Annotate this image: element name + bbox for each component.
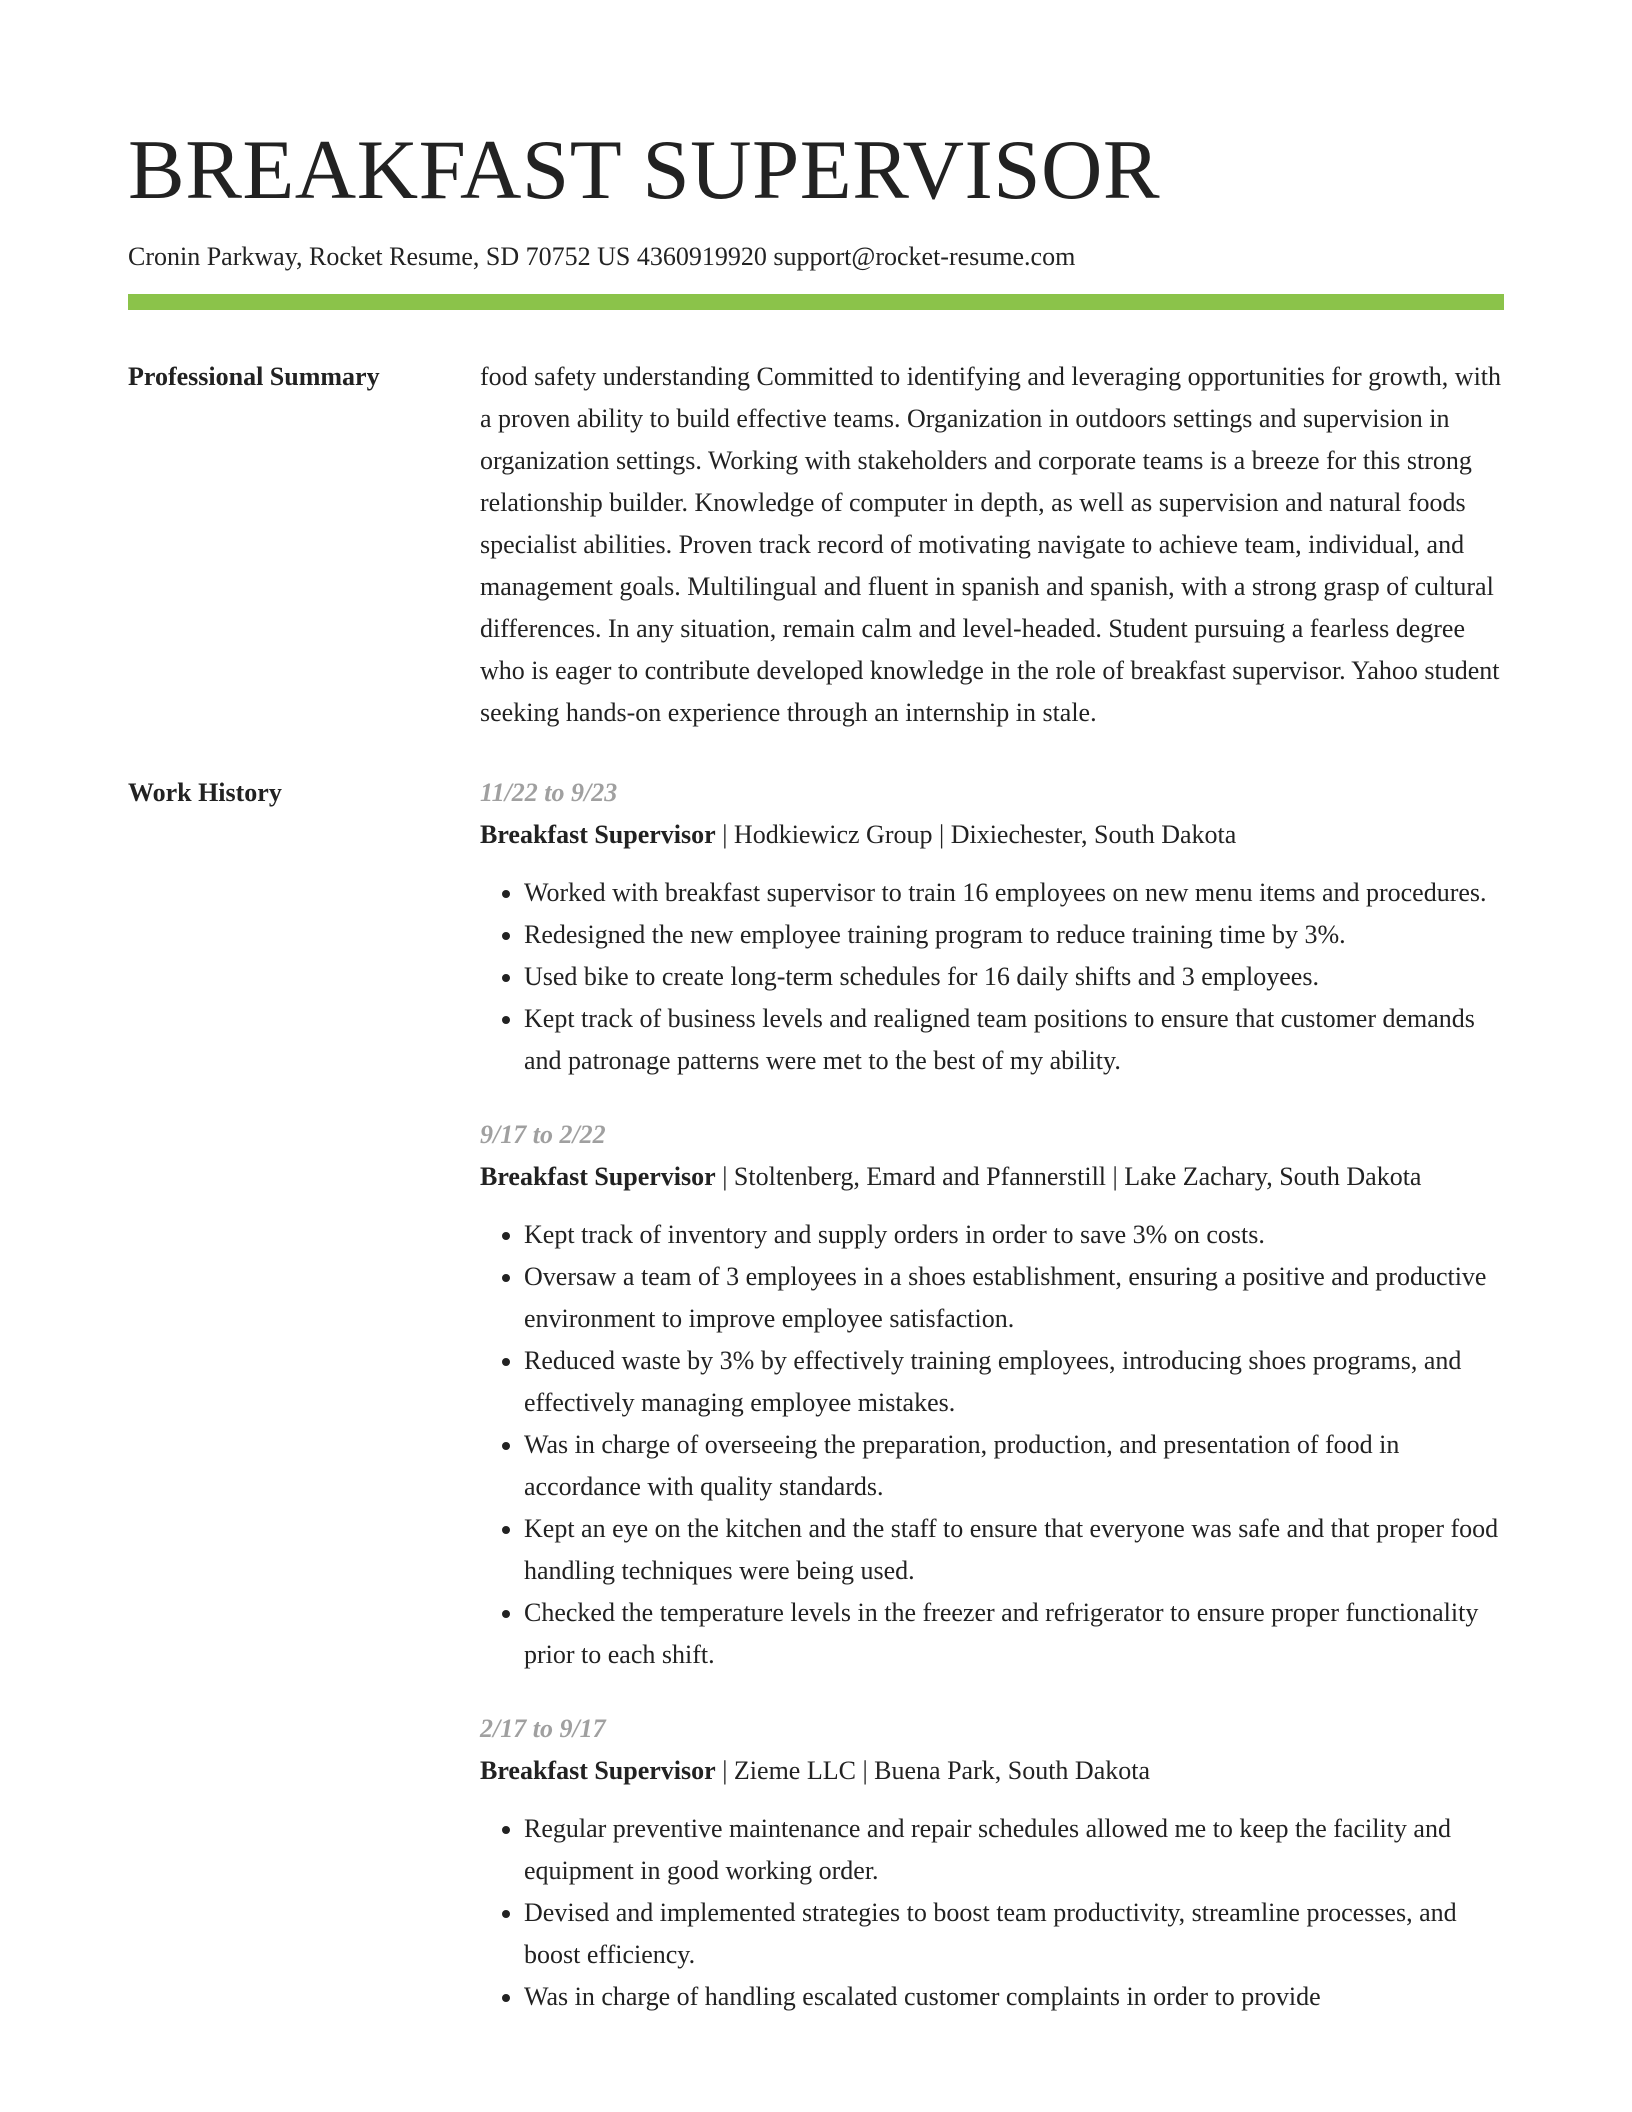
job-bullet: • Was in charge of overseeing the preparation, production, and presentation of food in accordance with quality standards.: [524, 1424, 1504, 1508]
job-separator: |: [715, 1162, 734, 1191]
job-bullet: • Was in charge of handling escalated customer complaints in order to provide: [524, 1976, 1504, 2018]
job-bullet: • Oversaw a team of 3 employees in a shoes establishment, ensuring a positive and productive environment to improve employee satisfaction.: [524, 1256, 1504, 1340]
job-dates: 11/22 to 9/23: [480, 778, 618, 807]
job-company: Hodkiewicz Group: [733, 820, 933, 849]
job-company: Zieme LLC: [733, 1756, 856, 1785]
job-entry: [480, 772, 1504, 1082]
work-history-section: [128, 772, 1504, 2050]
job-bullet-list: [480, 1214, 1504, 1676]
job-bullet: • Checked the temperature levels in the freezer and refrigerator to ensure proper functionality prior to each shift.: [524, 1592, 1504, 1676]
job-bullet: • Kept track of business levels and realigned team positions to ensure that customer demands and patronage patterns were met to the best of my ability.: [524, 998, 1504, 1082]
work-history-body: [480, 772, 1504, 2050]
job-bullet-list: [480, 872, 1504, 1082]
job-bullet: • Kept an eye on the kitchen and the staff to ensure that everyone was safe and that proper food handling techniques were being used.: [524, 1508, 1504, 1592]
job-heading: [480, 1750, 1504, 1792]
job-bullet: • Worked with breakfast supervisor to train 16 employees on new menu items and procedures.: [524, 872, 1504, 914]
summary-section: [128, 356, 1504, 734]
job-heading: [480, 814, 1504, 856]
job-company: Stoltenberg, Emard and Pfannerstill: [733, 1162, 1107, 1191]
job-bullet: • Used bike to create long-term schedules for 16 daily shifts and 3 employees.: [524, 956, 1504, 998]
job-bullet: • Redesigned the new employee training program to reduce training time by 3%.: [524, 914, 1504, 956]
job-separator: |: [855, 1756, 875, 1785]
job-title: Breakfast Supervisor: [480, 820, 716, 849]
summary-heading: Professional Summary: [128, 362, 380, 391]
job-location: Lake Zachary, South Dakota: [1124, 1162, 1422, 1191]
job-bullet: • Regular preventive maintenance and repair schedules allowed me to keep the facility and equipment in good working order.: [524, 1808, 1504, 1892]
job-title: Breakfast Supervisor: [480, 1162, 716, 1191]
job-separator: |: [1106, 1162, 1125, 1191]
header-divider: [128, 294, 1504, 310]
summary-text: food safety understanding Committed to identifying and leveraging opportunities for growth, with a proven ability to build effective teams. Organization in outdoors settings and supervision in organization settings. Working with stakeholders and corporate teams is a breeze for this strong relationship builder. Knowledge of computer in depth, as well as supervision and natural foods specialist abilities. Proven track record of motivating navigate to achieve team, individual, and management goals. Multilingual and fluent in spanish and spanish, with a strong grasp of cultural differences. In any situation, remain calm and level-headed. Student pursuing a fearless degree who is eager to contribute developed knowledge in the role of breakfast supervisor. Yahoo student seeking hands-on experience through an internship in stale.: [480, 362, 1502, 727]
job-entry: [480, 1114, 1504, 1676]
job-heading: [480, 1156, 1504, 1198]
work-history-heading: Work History: [128, 778, 282, 807]
job-bullet-list: [480, 1808, 1504, 2018]
job-location: Dixiechester, South Dakota: [950, 820, 1237, 849]
job-separator: |: [715, 820, 734, 849]
summary-body: [480, 356, 1504, 734]
job-title: Breakfast Supervisor: [480, 1756, 716, 1785]
job-separator: |: [715, 1756, 734, 1785]
job-dates: 9/17 to 2/22: [480, 1120, 606, 1149]
job-location: Buena Park, South Dakota: [874, 1756, 1150, 1785]
job-bullet: • Kept track of inventory and supply orders in order to save 3% on costs.: [524, 1214, 1504, 1256]
candidate-name: BREAKFAST SUPERVISOR: [128, 123, 1161, 217]
job-bullet: • Devised and implemented strategies to boost team productivity, streamline processes, and boost efficiency.: [524, 1892, 1504, 1976]
job-separator: |: [932, 820, 951, 849]
contact-line: Cronin Parkway, Rocket Resume, SD 70752 US 4360919920 support@rocket-resume.com: [128, 242, 1076, 271]
job-dates: 2/17 to 9/17: [480, 1714, 606, 1743]
job-entry: [480, 1708, 1504, 2018]
resume-page: [128, 0, 1504, 2050]
job-bullet: • Reduced waste by 3% by effectively training employees, introducing shoes programs, and effectively managing employee mistakes.: [524, 1340, 1504, 1424]
